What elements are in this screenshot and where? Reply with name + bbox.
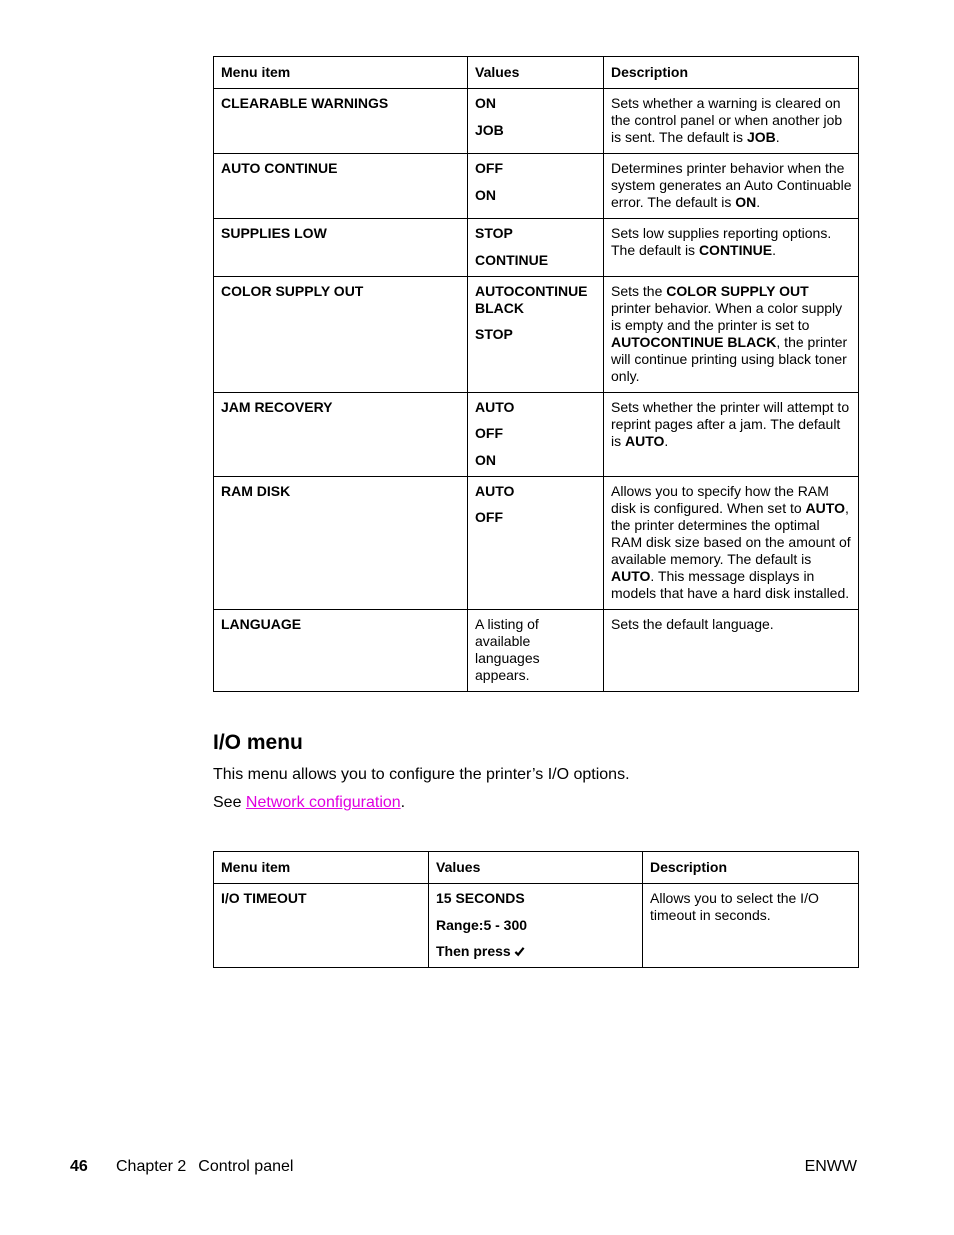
value-option	[475, 122, 597, 139]
checkmark-icon	[514, 946, 525, 957]
value-text: OFF	[475, 509, 503, 525]
value-text: JOB	[475, 121, 504, 138]
menu-item-values	[468, 219, 604, 277]
value-option	[475, 283, 597, 317]
menu-item-description	[604, 219, 859, 277]
column-header-menu-item: Menu item	[214, 57, 468, 89]
table-row	[214, 276, 859, 392]
value-text: 15 SECONDS	[436, 890, 525, 906]
menu-item-values	[468, 154, 604, 219]
description-text: .	[775, 129, 780, 145]
menu-item-description	[643, 884, 859, 968]
menu-item-description	[604, 392, 859, 476]
value-text: ON	[475, 451, 496, 468]
menu-item-name: CLEARABLE WARNINGS	[214, 89, 468, 154]
see-suffix: .	[400, 794, 406, 811]
table-row	[214, 884, 859, 968]
value-option	[475, 425, 597, 442]
value-text: OFF	[475, 425, 503, 441]
menu-item-name: SUPPLIES LOW	[214, 219, 468, 277]
menu-item-description	[604, 154, 859, 219]
see-prefix: See	[213, 794, 246, 811]
table-row	[214, 219, 859, 277]
value-option	[436, 943, 636, 960]
menu-item-description	[604, 89, 859, 154]
description-emphasis: CONTINUE	[698, 242, 773, 258]
menu-item-values	[468, 476, 604, 609]
description-emphasis: JOB	[746, 129, 776, 145]
menu-item-values	[468, 89, 604, 154]
column-header-description: Description	[643, 852, 859, 884]
column-header-values: Values	[429, 852, 643, 884]
table-header-row	[214, 57, 859, 89]
menu-item-name: AUTO CONTINUE	[214, 154, 468, 219]
description-text: Sets low supplies reporting options. The default is	[611, 225, 832, 258]
description-text: Sets the default language.	[611, 615, 774, 632]
menu-item-values	[468, 609, 604, 691]
description-text: Determines printer behavior when the system generates an Auto Continuable error. The default is	[611, 160, 852, 210]
section-heading: I/O menu	[213, 731, 303, 754]
description-text: .	[664, 432, 669, 449]
value-option	[436, 917, 636, 934]
description-text: .	[772, 242, 776, 258]
value-option	[475, 252, 597, 269]
table-row	[214, 476, 859, 609]
menu-item-name: LANGUAGE	[214, 609, 468, 691]
value-option	[475, 483, 597, 500]
menu-item-name: I/O TIMEOUT	[214, 884, 429, 968]
value-text: STOP	[475, 326, 513, 342]
description-text: Sets whether the printer will attempt to reprint pages after a jam. The default is	[611, 398, 850, 449]
description-text: . This message displays in models that have a hard disk installed.	[611, 567, 850, 601]
menu-item-name: COLOR SUPPLY OUT	[214, 276, 468, 392]
description-emphasis: COLOR SUPPLY OUT	[666, 282, 809, 299]
value-option	[436, 890, 636, 907]
menu-item-description	[604, 476, 859, 609]
description-emphasis: AUTO	[805, 499, 845, 516]
value-option	[475, 399, 597, 416]
table-row	[214, 609, 859, 691]
see-also-line	[213, 793, 405, 813]
table-header-row	[214, 852, 859, 884]
table-row	[214, 89, 859, 154]
chapter-title: Control panel	[198, 1158, 294, 1175]
description-text: Sets whether a warning is cleared on the control panel or when another job is sent. The default is	[611, 95, 843, 145]
value-option	[475, 225, 597, 242]
value-option	[475, 95, 597, 112]
table-row	[214, 392, 859, 476]
description-text: , the printer will continue printing using black toner only.	[611, 333, 848, 384]
value-text: ON	[475, 186, 496, 203]
value-text: A listing of available languages appears.	[475, 615, 540, 683]
menu-item-values	[468, 392, 604, 476]
column-header-menu-item: Menu item	[214, 852, 429, 884]
io-menu-table	[213, 851, 859, 968]
value-text: CONTINUE	[475, 251, 549, 268]
description-text: printer behavior. When a color supply is empty and the printer is set to	[611, 299, 843, 333]
menu-settings-table	[213, 56, 859, 692]
description-emphasis: ON	[735, 194, 757, 210]
value-text: ON	[475, 95, 496, 111]
description-emphasis: AUTO	[611, 567, 651, 584]
menu-item-name: JAM RECOVERY	[214, 392, 468, 476]
value-option	[475, 160, 597, 177]
value-option	[475, 509, 597, 526]
value-option	[475, 452, 597, 469]
value-text: AUTO	[475, 482, 515, 499]
chapter-footer	[116, 1157, 293, 1177]
footer-locale: ENWW	[804, 1158, 857, 1175]
value-text: STOP	[475, 225, 513, 241]
section-intro: This menu allows you to configure the printer’s I/O options.	[213, 766, 630, 783]
description-text: .	[756, 194, 761, 210]
menu-item-values	[429, 884, 643, 968]
chapter-label: Chapter 2	[116, 1158, 187, 1175]
description-emphasis: AUTOCONTINUE BLACK	[611, 333, 777, 350]
description-text: Allows you to specify how the RAM disk is configured. When set to	[611, 482, 829, 516]
network-configuration-link[interactable]: Network configuration	[245, 794, 401, 811]
menu-item-name: RAM DISK	[214, 476, 468, 609]
column-header-description: Description	[604, 57, 859, 89]
description-text: , the printer determines the optimal RAM disk size based on the amount of available memory. The default is	[611, 499, 851, 567]
description-text: Allows you to select the I/O timeout in seconds.	[650, 890, 819, 923]
value-text: AUTOCONTINUE BLACK	[475, 282, 588, 316]
value-text: AUTO	[475, 398, 515, 415]
menu-item-description	[604, 609, 859, 691]
value-option	[475, 187, 597, 204]
value-text: Then press	[436, 943, 511, 959]
menu-item-description	[604, 276, 859, 392]
description-text: Sets the	[611, 282, 667, 299]
value-option	[475, 326, 597, 343]
column-header-values: Values	[468, 57, 604, 89]
table-row	[214, 154, 859, 219]
value-text: Range:5 - 300	[436, 916, 528, 933]
page-number: 46	[70, 1158, 88, 1175]
description-emphasis: AUTO	[625, 432, 665, 449]
value-text: OFF	[475, 160, 503, 176]
menu-item-values	[468, 276, 604, 392]
